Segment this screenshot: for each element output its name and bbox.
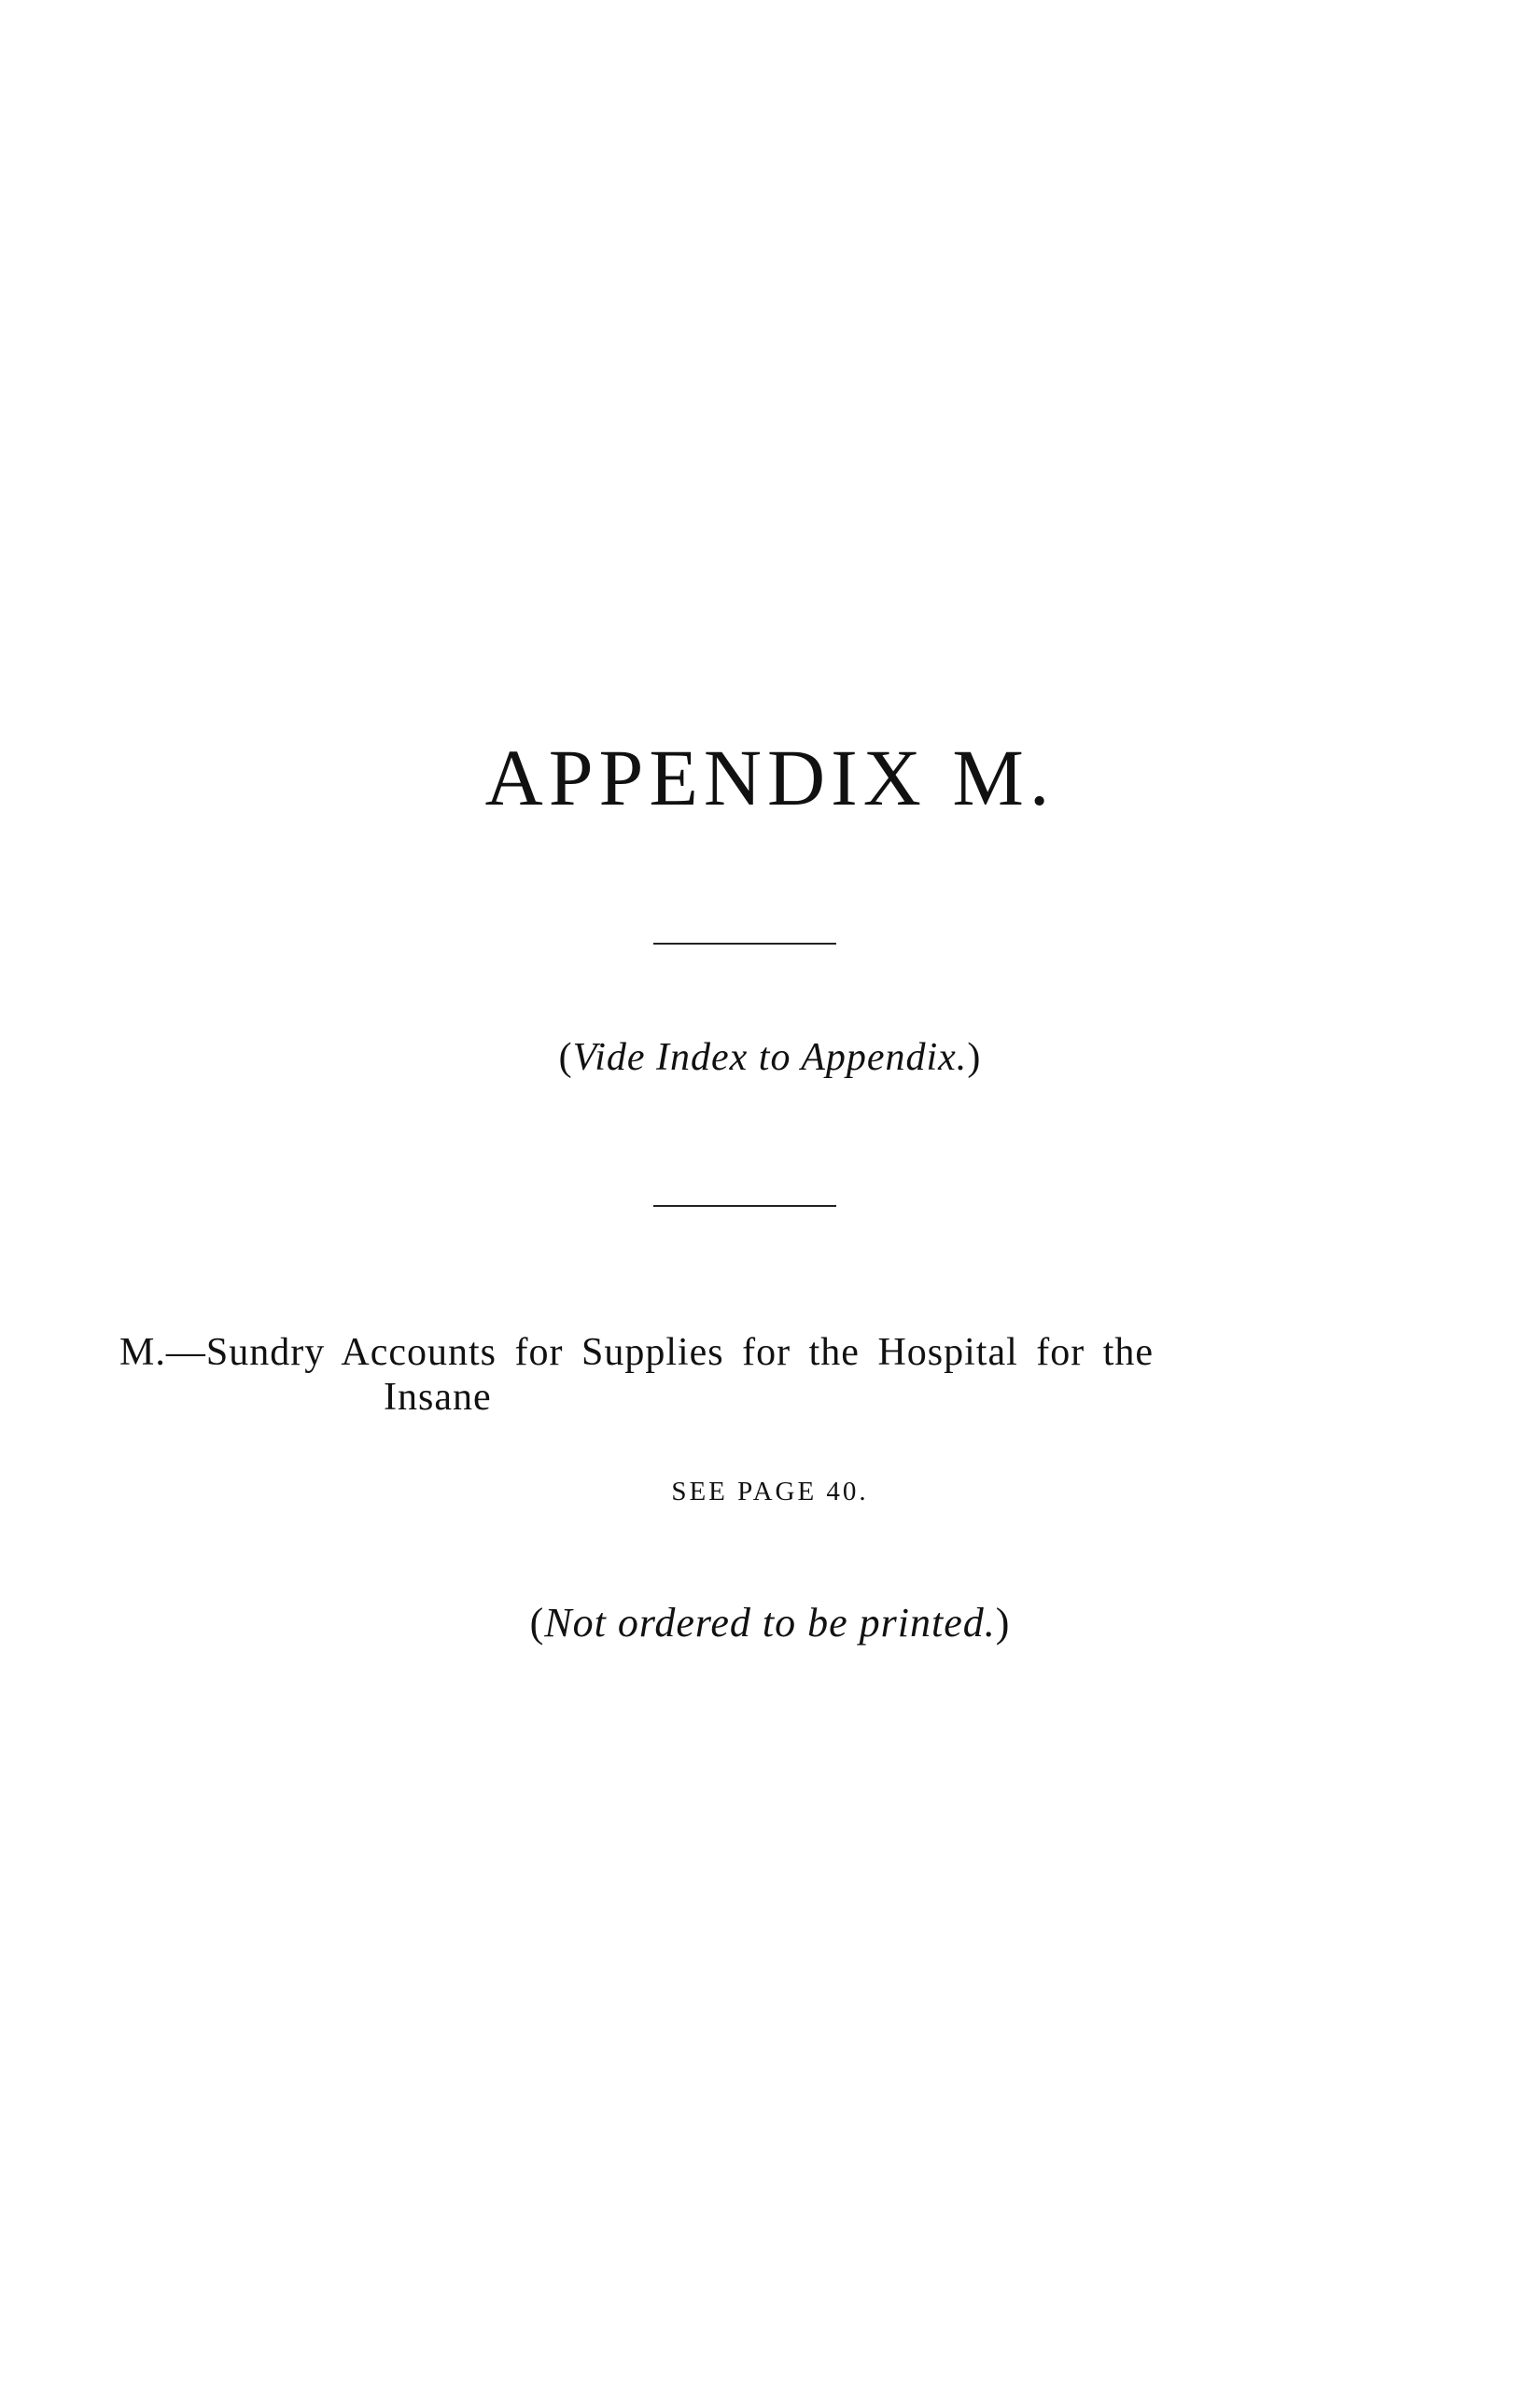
see-page-reference: SEE PAGE 40. xyxy=(671,1477,869,1506)
entry-line-1: M.—Sundry Accounts for Supplies for the Hospital for the xyxy=(119,1331,1155,1374)
not-printed-text: Not ordered to be printed. xyxy=(544,1600,996,1646)
vide-close-paren: ) xyxy=(967,1036,982,1079)
not-printed-open-paren: ( xyxy=(529,1600,545,1646)
appendix-entry xyxy=(119,1330,1426,1420)
vide-index-note xyxy=(0,1038,1540,1077)
not-printed-close-paren: ) xyxy=(995,1600,1011,1646)
vide-index-text: Vide Index to Appendix. xyxy=(572,1036,968,1079)
appendix-title: APPENDIX M. xyxy=(484,733,1056,822)
entry-line-2: Insane xyxy=(384,1376,492,1419)
vide-open-paren: ( xyxy=(558,1036,573,1079)
divider-rule-top xyxy=(653,943,836,945)
divider-rule-bottom xyxy=(653,1205,836,1207)
not-printed-note xyxy=(0,1600,1540,1646)
